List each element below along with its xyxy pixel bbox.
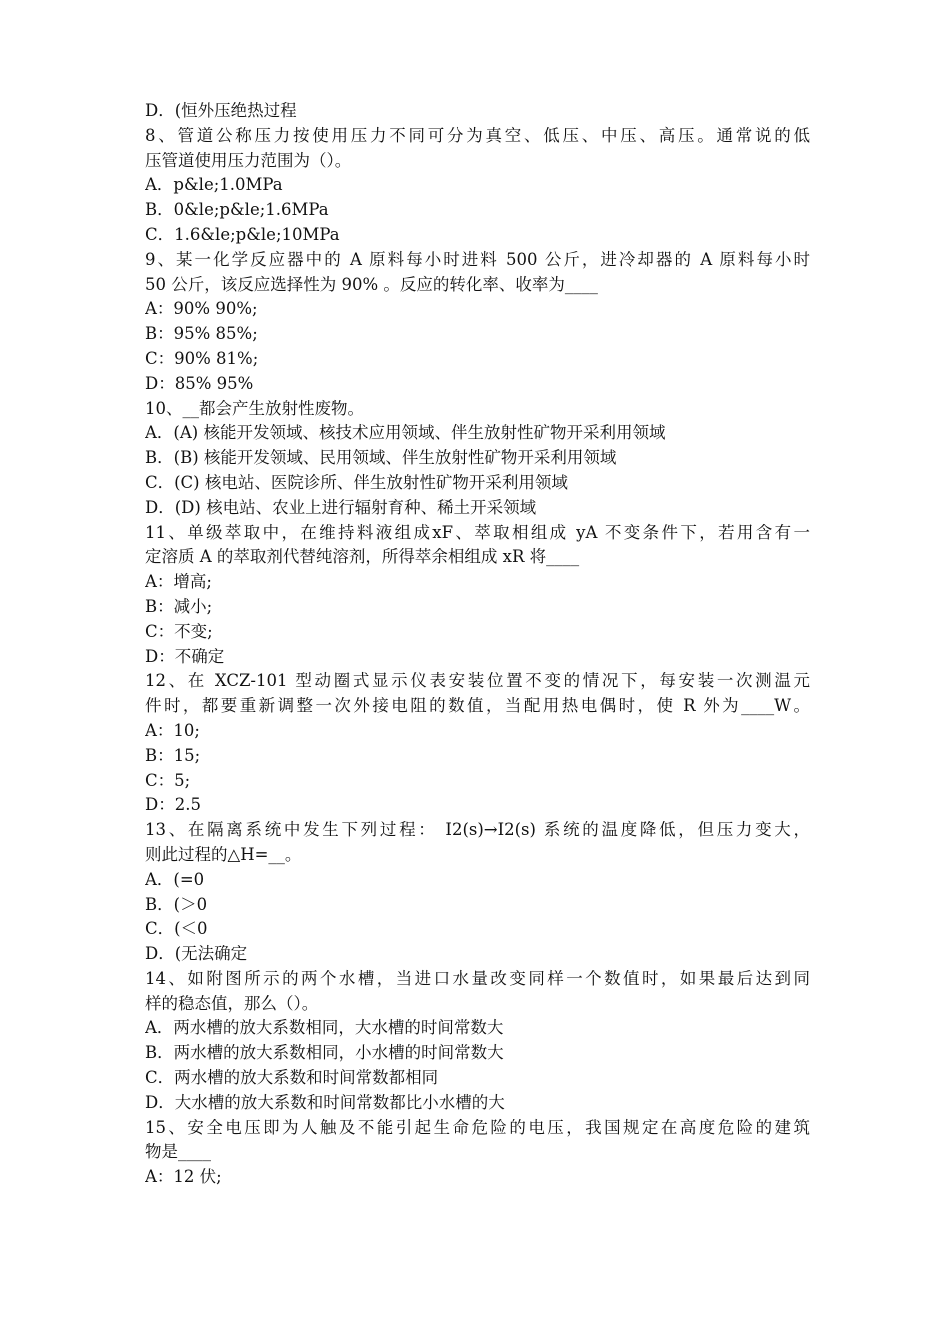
text-line: 物是____ <box>145 1142 211 1162</box>
text-line: 样的稳态值，那么（）。 <box>145 993 319 1013</box>
text-line: 件时，都要重新调整一次外接电阻的数值，当配用热电偶时，使 R 外为____W。 <box>145 696 810 716</box>
text-line: B：95% 85%; <box>145 324 258 344</box>
text-line: A：12 伏; <box>145 1167 222 1187</box>
text-line: A．(=0 <box>145 869 205 889</box>
text-line: 50 公斤，该反应选择性为 90% 。反应的转化率、收率为____ <box>145 274 598 294</box>
text-line: C．(C) 核电站、医院诊所、伴生放射性矿物开采利用领域 <box>145 472 568 492</box>
text-line: C．1.6&le;p&le;10MPa <box>145 224 340 244</box>
text-line: 10、__都会产生放射性废物。 <box>145 398 364 418</box>
text-line: D．(恒外压绝热过程 <box>145 101 297 120</box>
text-line: D：85% 95% <box>145 373 254 393</box>
text-line: D：不确定 <box>145 646 225 666</box>
text-line: C．(＜0 <box>145 919 208 939</box>
text-line: B．两水槽的放大系数相同，小水槽的时间常数大 <box>145 1043 504 1063</box>
text-line: D．(D) 核电站、农业上进行辐射育种、稀土开采领域 <box>145 497 537 517</box>
text-line: A：90% 90%; <box>145 299 258 319</box>
text-line: 9、某一化学反应器中的 A 原料每小时进料 500 公斤，进冷却器的 A 原料每小时 <box>145 249 810 269</box>
text-line: 12、在 XCZ-101 型动圈式显示仪表安装位置不变的情况下，每安装一次测温元 <box>145 671 810 691</box>
text-line: B：减小; <box>145 596 213 616</box>
text-line: C．两水槽的放大系数和时间常数都相同 <box>145 1068 439 1088</box>
text-line: 8、管道公称压力按使用压力不同可分为真空、低压、中压、高压。通常说的低 <box>145 125 810 145</box>
text-line: C：90% 81%; <box>145 348 259 368</box>
text-line: C：不变; <box>145 621 213 641</box>
text-line: A．(A) 核能开发领域、核技术应用领域、伴生放射性矿物开采利用领域 <box>145 423 666 443</box>
text-line: B：15; <box>145 745 201 765</box>
text-line: B．(＞0 <box>145 894 208 914</box>
text-line: C：5; <box>145 770 191 790</box>
text-line: 定溶质 A 的萃取剂代替纯溶剂，所得萃余相组成 xR 将____ <box>145 547 580 567</box>
text-line: 14、如附图所示的两个水槽，当进口水量改变同样一个数值时，如果最后达到同 <box>145 968 810 988</box>
document-body <box>145 99 810 1190</box>
text-line: D：2.5 <box>145 795 201 815</box>
text-line: D．(无法确定 <box>145 944 248 964</box>
text-line: 压管道使用压力范围为（）。 <box>145 150 352 170</box>
text-line: A．两水槽的放大系数相同，大水槽的时间常数大 <box>145 1018 504 1038</box>
text-line: 11、单级萃取中，在维持料液组成xF、萃取相组成 yA 不变条件下，若用含有一 <box>145 522 810 542</box>
text-line: 则此过程的△H=__。 <box>145 844 302 864</box>
text-line: D．大水槽的放大系数和时间常数都比小水槽的大 <box>145 1092 505 1112</box>
text-line: B．(B) 核能开发领域、民用领域、伴生放射性矿物开采利用领域 <box>145 448 617 468</box>
text-line: 13、在隔离系统中发生下列过程： I2(s)→I2(s) 系统的温度降低，但压力变大， <box>145 820 810 840</box>
text-line: A：增高; <box>145 572 212 592</box>
text-line: A：10; <box>145 720 200 740</box>
text-line: A．p&le;1.0MPa <box>145 175 283 195</box>
text-line: 15、安全电压即为人触及不能引起生命危险的电压，我国规定在高度危险的建筑 <box>145 1117 810 1137</box>
text-line: B．0&le;p&le;1.6MPa <box>145 200 329 220</box>
